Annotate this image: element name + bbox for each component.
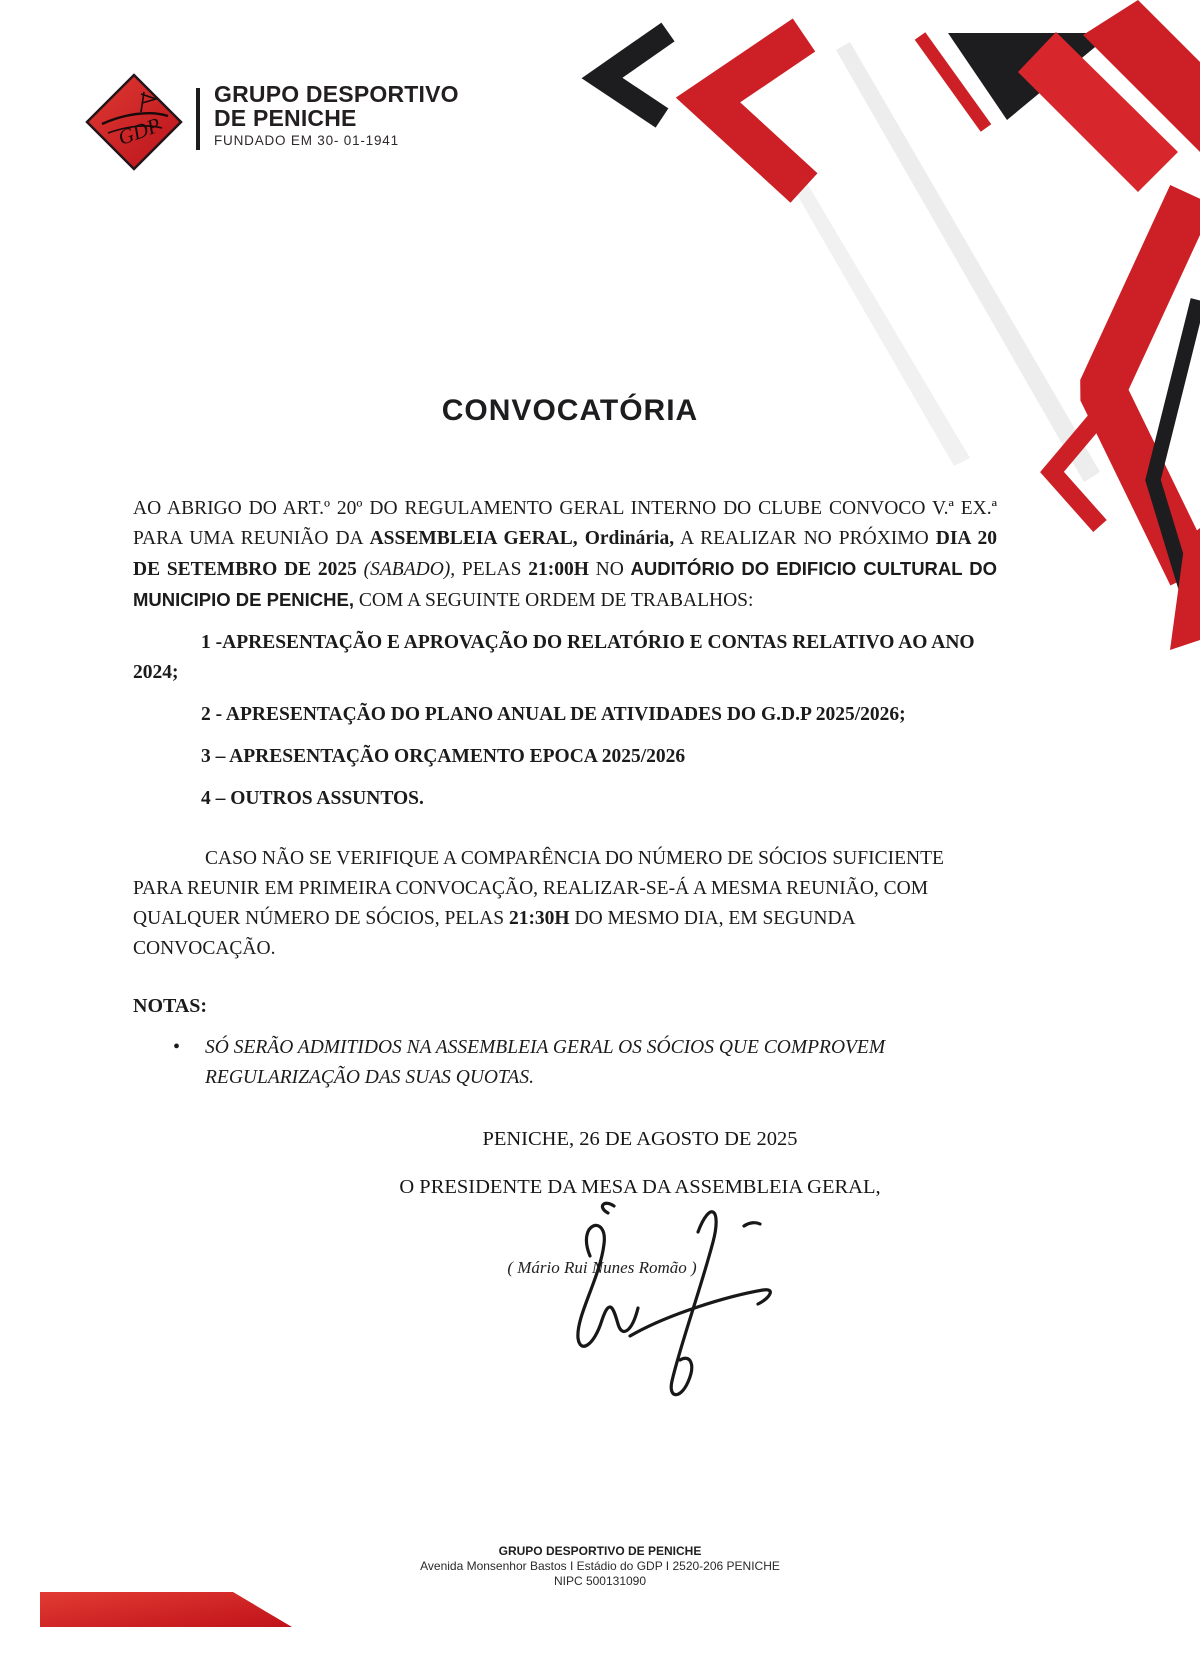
footer-org-name: GRUPO DESPORTIVO DE PENICHE — [498, 1544, 702, 1558]
notes-heading: NOTAS: — [133, 995, 208, 1017]
agenda-item-1: 1 -APRESENTAÇÃO E APROVAÇÃO DO RELATÓRIO E CONTAS RELATIVO AO ANO 2024; — [133, 632, 975, 683]
document-title: CONVOCATÓRIA — [441, 394, 699, 427]
document-body — [133, 494, 997, 1093]
bottom-ribbon-graphic — [40, 1592, 292, 1627]
handwritten-signature — [548, 1196, 788, 1411]
agenda-item-3: 3 – APRESENTAÇÃO ORÇAMENTO EPOCA 2025/2026 — [201, 746, 686, 767]
p1-seg6: PELAS — [455, 559, 529, 580]
agenda-item-4: 4 – OUTROS ASSUNTOS. — [201, 788, 424, 809]
org-name-line1: GRUPO DESPORTIVO — [214, 81, 459, 107]
p1-seg9: AUDITÓRIO DO EDIFICIO CULTURAL DO MUNICIPIO DE PENICHE, — [133, 558, 997, 610]
logo-monogram: GDP — [114, 112, 164, 150]
club-crest-logo — [84, 72, 184, 172]
p1-seg4: DIA 20 DE SETEMBRO DE 2025 — [133, 528, 997, 580]
agenda-item-2: 2 - APRESENTAÇÃO DO PLANO ANUAL DE ATIVIDADES DO G.D.P 2025/2026; — [201, 704, 906, 725]
footer-nipc: NIPC 500131090 — [553, 1574, 647, 1588]
p1-seg8: NO — [588, 559, 631, 580]
org-name-line2: DE PENICHE — [214, 105, 357, 131]
second-call-paragraph — [133, 844, 997, 964]
p1-seg2: ASSEMBLEIA GERAL, Ordinária, — [369, 528, 675, 549]
p1-seg1: AO ABRIGO DO ART.º 20º DO REGULAMENTO GERAL INTERNO DO CLUBE CONVOCO V.ª EX.ª PARA UMA REUNIÃO DA — [133, 498, 997, 549]
header-divider — [196, 88, 200, 150]
letterhead — [84, 72, 459, 172]
note-text: SÓ SERÃO ADMITIDOS NA ASSEMBLEIA GERAL OS SÓCIOS QUE COMPROVEM REGULARIZAÇÃO DAS SUAS QUOTAS. — [205, 1037, 886, 1088]
p1-seg5: (SABADO), — [363, 559, 456, 580]
org-founded-line: FUNDADO EM 30- 01-1941 — [214, 133, 399, 148]
p2-seg3: DO MESMO DIA, EM SEGUNDA CONVOCAÇÃO. — [133, 908, 855, 959]
footer-address: Avenida Monsenhor Bastos I Estádio do GDP I 2520-206 PENICHE — [420, 1559, 780, 1573]
bullet-dot-icon: • — [173, 1036, 181, 1058]
opening-paragraph — [133, 494, 997, 616]
p2-seg1: CASO NÃO SE VERIFIQUE A COMPARÊNCIA DO NÚMERO DE SÓCIOS SUFICIENTE PARA REUNIR EM PRIMEIRA CONVOCAÇÃO, REALIZAR-SE-Á A MESMA REUNIÃO, COM QUALQUER NÚMERO DE SÓCIOS, PELAS — [133, 848, 944, 929]
note-item — [133, 1033, 893, 1093]
place-date-line: PENICHE, 26 DE AGOSTO DE 2025 — [482, 1128, 798, 1150]
p2-seg2: 21:30H — [508, 908, 570, 929]
org-text-block — [214, 72, 459, 148]
footer-block — [0, 1544, 1200, 1589]
signatory-printed-name: ( Mário Rui Nunes Romão ) — [507, 1258, 697, 1277]
p1-seg10: COM A SEGUINTE ORDEM DE TRABALHOS: — [354, 590, 754, 611]
signatory-title-line: O PRESIDENTE DA MESA DA ASSEMBLEIA GERAL, — [399, 1176, 881, 1198]
p1-seg3: A REALIZAR NO PRÓXIMO — [674, 528, 936, 549]
p1-seg7: 21:00H — [528, 559, 589, 580]
